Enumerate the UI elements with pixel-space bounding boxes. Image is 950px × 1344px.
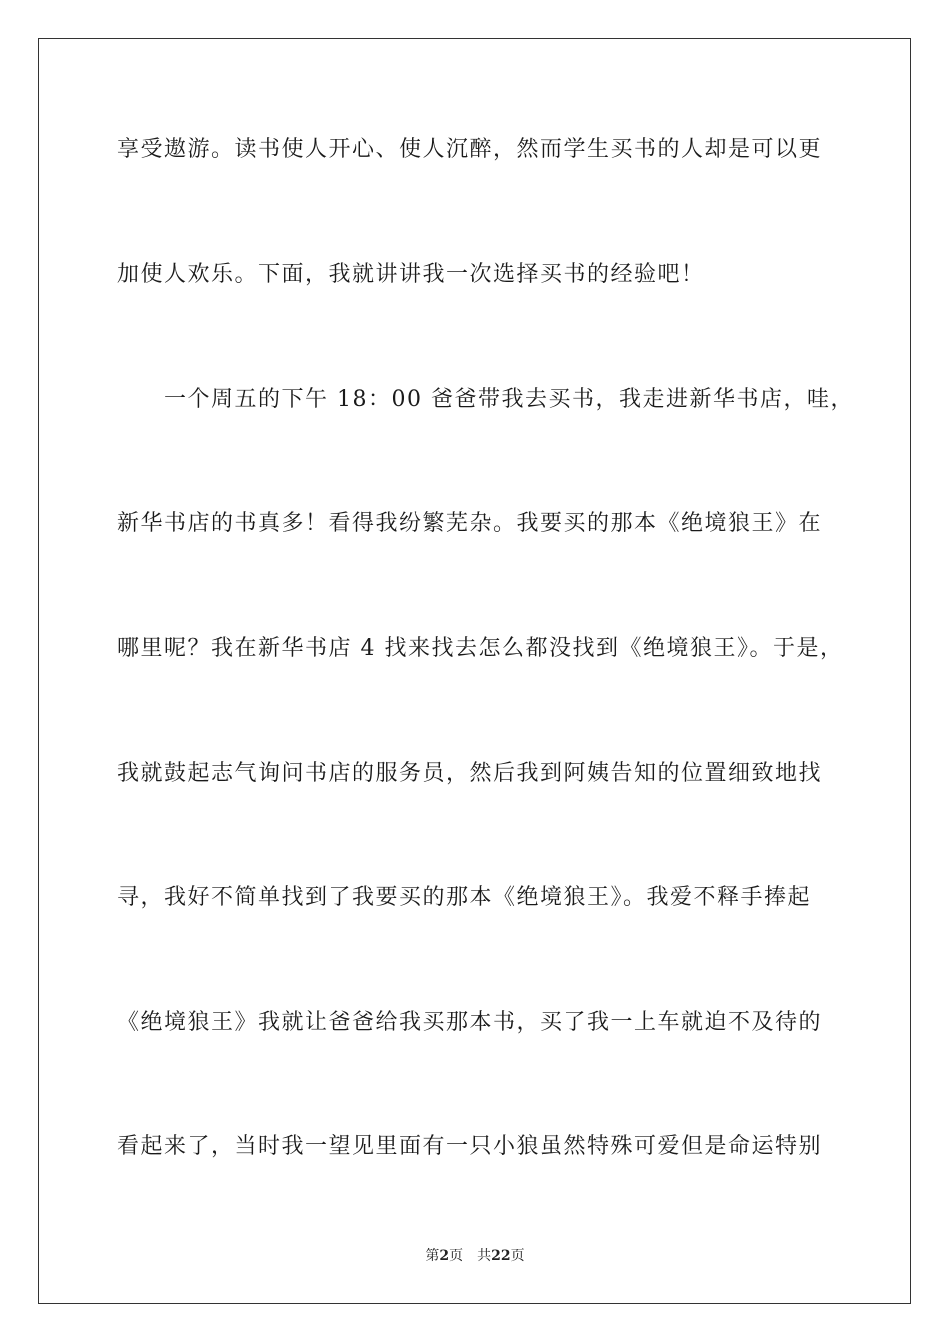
text-line-3: 一个周五的下午 18：00 爸爸带我去买书，我走进新华书店，哇， — [117, 387, 854, 412]
text-line-7: 寻，我好不简单找到了我要买的那本《绝境狼王》。我爱不释手捧起 — [117, 885, 812, 910]
total-pages: 22 — [491, 1248, 511, 1264]
total-pages-prefix: 共 — [477, 1248, 492, 1264]
text-line-8: 《绝境狼王》我就让爸爸给我买那本书，买了我一上车就迫不及待的 — [117, 1010, 823, 1035]
page-footer — [0, 1247, 950, 1265]
total-pages-suffix: 页 — [510, 1248, 525, 1264]
text-line-2: 加使人欢乐。下面，我就讲讲我一次选择买书的经验吧！ — [117, 262, 705, 287]
page-border — [38, 38, 911, 1304]
page-number-prefix: 第 — [425, 1248, 440, 1264]
page-number-suffix: 页 — [449, 1248, 464, 1264]
text-line-9: 看起来了，当时我一望见里面有一只小狼虽然特殊可爱但是命运特别 — [117, 1134, 823, 1159]
text-line-5: 哪里呢？我在新华书店 4 找来找去怎么都没找到《绝境狼王》。于是， — [117, 636, 844, 661]
text-line-1: 享受遨游。读书使人开心、使人沉醉，然而学生买书的人却是可以更 — [117, 137, 823, 162]
text-line-4: 新华书店的书真多！看得我纷繁芜杂。我要买的那本《绝境狼王》在 — [117, 511, 823, 536]
page-number: 2 — [439, 1248, 450, 1264]
text-line-6: 我就鼓起志气询问书店的服务员，然后我到阿姨告知的位置细致地找 — [117, 761, 823, 786]
